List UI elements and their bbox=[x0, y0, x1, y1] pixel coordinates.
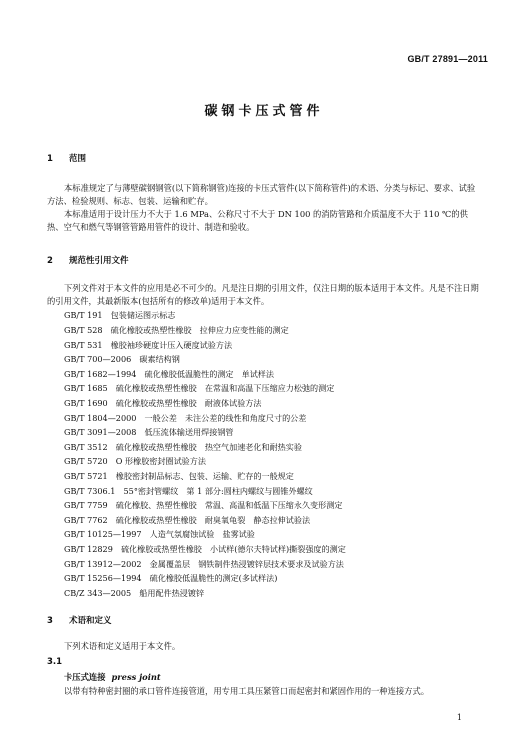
term-definition: 以带有特种密封圈的承口管件连接管道，用专用工具压紧管口而起密封和紧固作用的一种连接方式。 bbox=[64, 686, 430, 696]
reference-item: GB/T 13912—2002 金属覆盖层 钢铁制件热浸镀锌层技术要求及试验方法 bbox=[64, 559, 344, 569]
reference-item: GB/T 1804—2000 一般公差 未注公差的线性和角度尺寸的公差 bbox=[64, 413, 307, 423]
section-number: 3 bbox=[47, 616, 53, 626]
section-heading-3 bbox=[47, 614, 112, 626]
term-chinese: 卡压式连接 bbox=[64, 672, 106, 682]
term-heading bbox=[47, 671, 481, 684]
section-title: 范围 bbox=[69, 154, 87, 164]
reference-item: GB/T 531 橡胶袖珍硬度计压入硬度试验方法 bbox=[64, 340, 233, 350]
reference-item: GB/T 191 包装储运图示标志 bbox=[64, 310, 176, 320]
section-title: 术语和定义 bbox=[69, 616, 112, 626]
paragraph: 本标准适用于设计压力不大于 1.6 MPa、公称尺寸不大于 DN 100 的消防管路和介质温度不大于 110 ℃的供热、空气和燃气等钢管管路用管件的设计、制造和验收。 bbox=[47, 209, 468, 232]
reference-item: GB/T 1690 硫化橡胶或热塑性橡胶 耐液体试验方法 bbox=[64, 398, 262, 408]
section-heading-2 bbox=[47, 254, 129, 266]
section-number: 2 bbox=[47, 256, 53, 266]
standard-number: GB/T 27891—2011 bbox=[407, 54, 488, 64]
reference-item: GB/T 5720 O 形橡胶密封圈试验方法 bbox=[64, 456, 206, 466]
reference-item: GB/T 5721 橡胶密封制品标志、包装、运输、贮存的一般规定 bbox=[64, 471, 294, 481]
reference-item: GB/T 7762 硫化橡胶或热塑性橡胶 耐臭氧龟裂 静态拉伸试验法 bbox=[64, 515, 311, 525]
reference-item: GB/T 1682—1994 硫化橡胶低温脆性的测定 单试样法 bbox=[64, 369, 274, 379]
paragraph: 本标准规定了与薄壁碳钢钢管(以下简称钢管)连接的卡压式管件(以下简称管件)的术语、分类与标记、要求、试验方法、检验规则、标志、包装、运输和贮存。 bbox=[47, 183, 476, 206]
document-title: 碳钢卡压式管件 bbox=[204, 104, 324, 119]
reference-item: GB/T 528 硫化橡胶或热塑性橡胶 拉伸应力应变性能的测定 bbox=[64, 325, 289, 335]
section-number: 1 bbox=[47, 154, 53, 164]
paragraph: 下列术语和定义适用于本文件。 bbox=[64, 641, 181, 651]
reference-item: GB/T 7306.1 55°密封管螺纹 第 1 部分:圆柱内螺纹与圆锥外螺纹 bbox=[64, 486, 313, 496]
reference-item: GB/T 3512 硫化橡胶或热塑性橡胶 热空气加速老化和耐热实验 bbox=[64, 442, 302, 452]
reference-item: GB/T 12829 硫化橡胶或热塑性橡胶 小试样(德尔夫特试样)撕裂强度的测定 bbox=[64, 544, 346, 554]
page-number: 1 bbox=[456, 713, 462, 722]
paragraph: 下列文件对于本文件的应用是必不可少的。凡是注日期的引用文件，仅注日期的版本适用于本文件。凡是不注日期的引用文件，其最新版本(包括所有的修改单)适用于本文件。 bbox=[47, 283, 479, 306]
reference-item: GB/T 3091—2008 低压流体输送用焊接钢管 bbox=[64, 427, 234, 437]
reference-item: GB/T 7759 硫化橡胶、热塑性橡胶 常温、高温和低温下压缩永久变形测定 bbox=[64, 500, 343, 510]
term-number: 3.1 bbox=[47, 657, 63, 667]
section-title: 规范性引用文件 bbox=[69, 256, 129, 266]
term-english: press joint bbox=[111, 672, 161, 682]
reference-item: GB/T 10125—1997 人造气氛腐蚀试验 盐雾试验 bbox=[64, 529, 255, 539]
reference-item: GB/T 700—2006 碳素结构钢 bbox=[64, 354, 180, 364]
reference-item: GB/T 1685 硫化橡胶或热塑性橡胶 在常温和高温下压缩应力松弛的测定 bbox=[64, 383, 335, 393]
reference-item: CB/Z 343—2005 船用配件热浸镀锌 bbox=[64, 588, 205, 598]
reference-item: GB/T 15256—1994 硫化橡胶低温脆性的测定(多试样法) bbox=[64, 573, 278, 583]
section-heading-1 bbox=[47, 152, 86, 164]
